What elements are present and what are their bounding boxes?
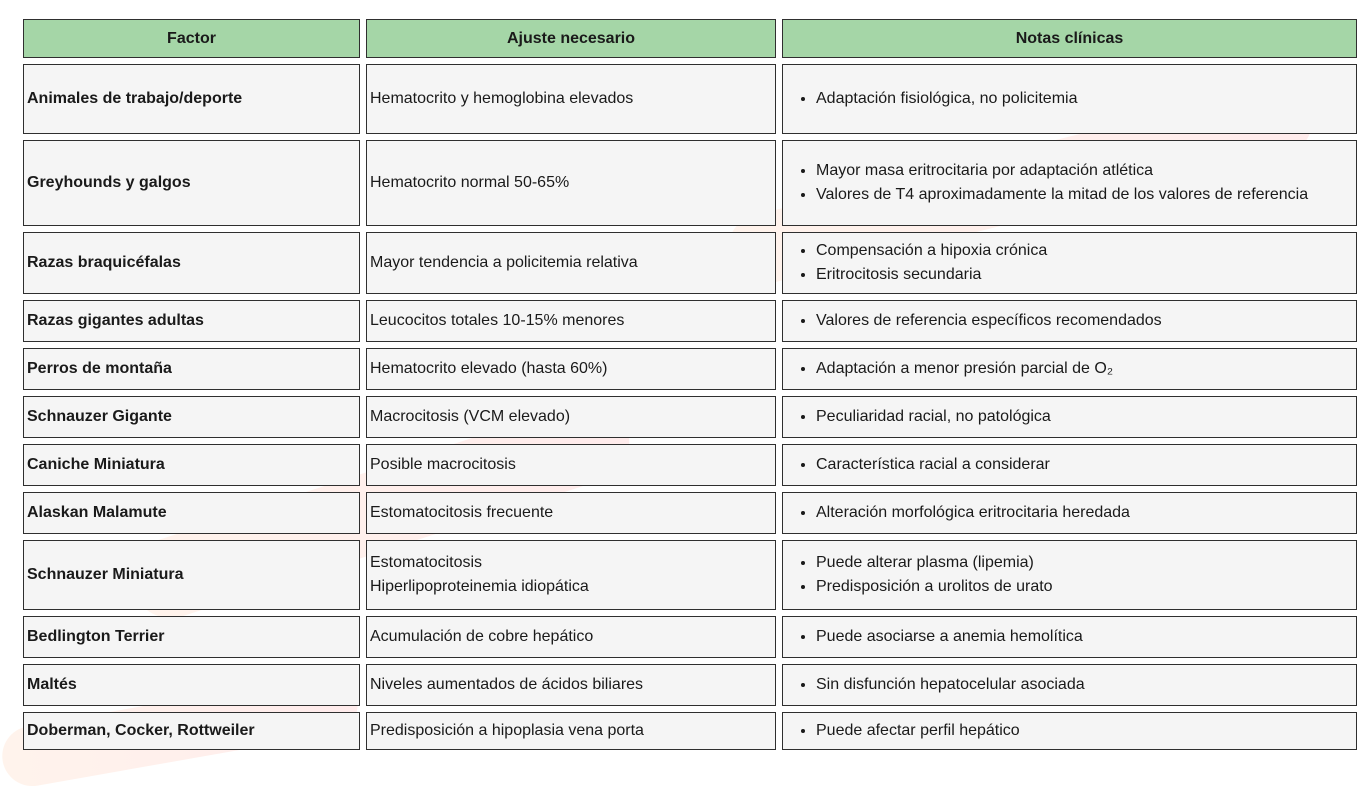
notes-list: [786, 405, 1352, 429]
factor-cell: Animales de trabajo/deporte: [23, 64, 360, 134]
adjustment-text: Hematocrito y hemoglobina elevados: [370, 90, 634, 107]
note-item: • Eritrocitosis secundaria: [816, 263, 1352, 287]
adjustment-text: Acumulación de cobre hepático: [370, 628, 594, 645]
adjustment-text: Estomatocitosis frecuente: [370, 504, 554, 521]
adjustment-cell: [366, 444, 776, 486]
adjustment-cell: [366, 348, 776, 390]
note-item: • Puede alterar plasma (lipemia): [816, 551, 1352, 575]
factor-cell: Alaskan Malamute: [23, 492, 360, 534]
notes-list: [786, 309, 1352, 333]
table-body: [23, 64, 1357, 750]
factor-cell: Doberman, Cocker, Rottweiler: [23, 712, 360, 750]
note-item: • Característica racial a considerar: [816, 453, 1352, 477]
clinical-notes-cell: [782, 232, 1357, 294]
notes-list: [786, 87, 1352, 111]
factor-cell: Razas gigantes adultas: [23, 300, 360, 342]
note-item: • Alteración morfológica eritrocitaria heredada: [816, 501, 1352, 525]
table-row: [23, 712, 1357, 750]
notes-list: [786, 159, 1352, 207]
notes-list: [786, 357, 1352, 381]
note-item: • Valores de referencia específicos recomendados: [816, 309, 1352, 333]
note-item: • Adaptación a menor presión parcial de O₂: [816, 357, 1352, 381]
clinical-notes-cell: [782, 492, 1357, 534]
notes-list: [786, 239, 1352, 287]
factor-cell: Bedlington Terrier: [23, 616, 360, 658]
table-row: [23, 444, 1357, 486]
table-row: [23, 300, 1357, 342]
factor-cell: Maltés: [23, 664, 360, 706]
adjustment-cell: [366, 140, 776, 226]
header-factor: Factor: [23, 19, 360, 58]
clinical-notes-cell: [782, 540, 1357, 610]
clinical-notes-cell: [782, 348, 1357, 390]
adjustment-text: Estomatocitosis: [370, 554, 483, 571]
adjustment-cell: [366, 540, 776, 610]
adjustment-cell: [366, 664, 776, 706]
table-row: [23, 540, 1357, 610]
table-row: [23, 492, 1357, 534]
clinical-notes-cell: [782, 664, 1357, 706]
adjustment-cell: [366, 64, 776, 134]
adjustment-text: Hiperlipoproteinemia idiopática: [370, 578, 589, 595]
notes-list: [786, 551, 1352, 599]
clinical-notes-cell: [782, 300, 1357, 342]
notes-list: [786, 719, 1352, 743]
factor-cell: Razas braquicéfalas: [23, 232, 360, 294]
note-item: • Peculiaridad racial, no patológica: [816, 405, 1352, 429]
clinical-notes-cell: [782, 64, 1357, 134]
table-row: [23, 232, 1357, 294]
factor-cell: Caniche Miniatura: [23, 444, 360, 486]
adjustment-text: Macrocitosis (VCM elevado): [370, 408, 571, 425]
adjustment-cell: [366, 232, 776, 294]
table-header-row: [23, 19, 1357, 58]
adjustment-cell: [366, 712, 776, 750]
adjustment-text: Mayor tendencia a policitemia relativa: [370, 254, 638, 271]
adjustment-cell: [366, 616, 776, 658]
factor-cell: Schnauzer Gigante: [23, 396, 360, 438]
clinical-notes-cell: [782, 396, 1357, 438]
note-item: • Mayor masa eritrocitaria por adaptación atlética: [816, 159, 1352, 183]
note-item: • Adaptación fisiológica, no policitemia: [816, 87, 1352, 111]
notes-list: [786, 453, 1352, 477]
adjustment-text: Predisposición a hipoplasia vena porta: [370, 722, 644, 739]
clinical-notes-cell: [782, 616, 1357, 658]
breed-factors-table: [17, 13, 1363, 756]
table-row: [23, 396, 1357, 438]
adjustment-text: Posible macrocitosis: [370, 456, 516, 473]
note-item: • Valores de T4 aproximadamente la mitad de los valores de referencia: [816, 183, 1352, 207]
table-row: [23, 348, 1357, 390]
notes-list: [786, 501, 1352, 525]
note-item: • Puede afectar perfil hepático: [816, 719, 1352, 743]
adjustment-cell: [366, 492, 776, 534]
table-row: [23, 616, 1357, 658]
clinical-notes-cell: [782, 444, 1357, 486]
adjustment-cell: [366, 396, 776, 438]
adjustment-text: Hematocrito elevado (hasta 60%): [370, 360, 608, 377]
table-row: [23, 664, 1357, 706]
clinical-notes-cell: [782, 712, 1357, 750]
factor-cell: Greyhounds y galgos: [23, 140, 360, 226]
table-row: [23, 140, 1357, 226]
adjustment-text: Niveles aumentados de ácidos biliares: [370, 676, 644, 693]
clinical-notes-cell: [782, 140, 1357, 226]
table-row: [23, 64, 1357, 134]
note-item: • Sin disfunción hepatocelular asociada: [816, 673, 1352, 697]
notes-list: [786, 625, 1352, 649]
adjustment-cell: [366, 300, 776, 342]
header-clinical-notes: Notas clínicas: [782, 19, 1357, 58]
notes-list: [786, 673, 1352, 697]
note-item: • Compensación a hipoxia crónica: [816, 239, 1352, 263]
note-item: • Puede asociarse a anemia hemolítica: [816, 625, 1352, 649]
note-item: • Predisposición a urolitos de urato: [816, 575, 1352, 599]
adjustment-text: Leucocitos totales 10-15% menores: [370, 312, 625, 329]
adjustment-text: Hematocrito normal 50-65%: [370, 174, 570, 191]
factor-cell: Schnauzer Miniatura: [23, 540, 360, 610]
header-adjustment: Ajuste necesario: [366, 19, 776, 58]
factor-cell: Perros de montaña: [23, 348, 360, 390]
